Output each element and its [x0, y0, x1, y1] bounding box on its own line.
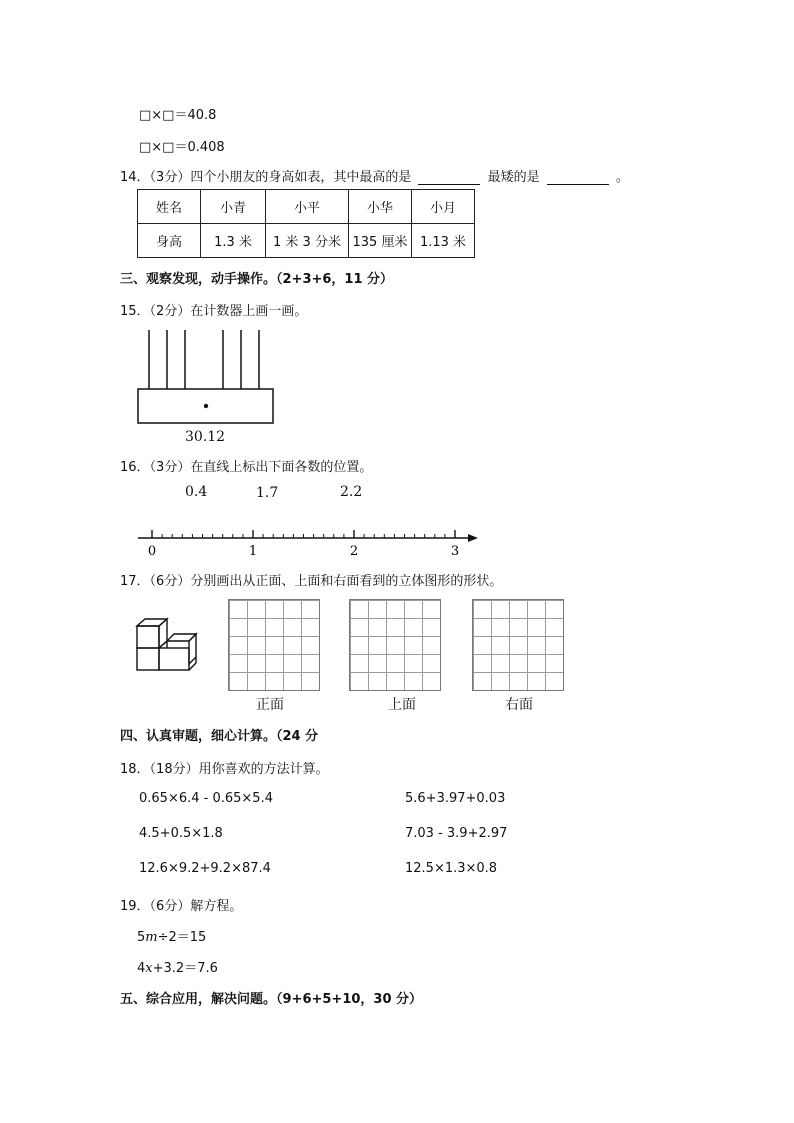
- equation-1: [137, 926, 206, 945]
- axis-label: 2: [349, 544, 359, 559]
- abacus-label: 30.12: [185, 429, 226, 445]
- equation-2: [137, 957, 218, 976]
- question-18-text: 18．（18分）用你喜欢的方法计算。: [120, 762, 329, 777]
- drawing-grid-right[interactable]: [472, 599, 564, 691]
- equation-variable: x: [145, 961, 153, 976]
- question-15-text: 15．（2分）在计数器上画一画。: [120, 304, 308, 319]
- table-cell: 姓名: [138, 190, 201, 224]
- calc-expression: 12.5×1.3×0.8: [405, 861, 498, 876]
- table-cell: 1.3 米: [201, 224, 266, 258]
- decimal-point-dot: [204, 404, 208, 408]
- equation-line-1: □×□＝40.8: [139, 108, 217, 123]
- answer-blank-tallest[interactable]: [418, 170, 480, 185]
- question-14-text-end: 。: [615, 170, 629, 185]
- number-label: 2.2: [340, 484, 363, 500]
- question-17-text: 17．（6分）分别画出从正面、上面和右面看到的立体图形的形状。: [120, 574, 503, 589]
- equation-coefficient: 4: [137, 961, 146, 976]
- section-5-heading: 五、综合应用，解决问题。（9+6+5+10，30 分）: [120, 992, 423, 1007]
- question-16-text: 16．（3分）在直线上标出下面各数的位置。: [120, 460, 373, 475]
- question-14-text-middle: 最矮的是: [487, 170, 540, 185]
- abacus: [130, 326, 280, 430]
- table-cell: 小平: [266, 190, 349, 224]
- axis-label: 1: [248, 544, 258, 559]
- calc-expression: 4.5+0.5×1.8: [139, 826, 223, 841]
- drawing-grid-front[interactable]: [228, 599, 320, 691]
- grid-label-top: 上面: [388, 697, 416, 713]
- answer-blank-shortest[interactable]: [547, 170, 609, 185]
- table-cell: 1 米 3 分米: [266, 224, 349, 258]
- table-cell: 身高: [138, 224, 201, 258]
- equation-rest: ÷2＝15: [157, 930, 207, 945]
- equation-rest: +3.2＝7.6: [152, 961, 218, 976]
- section-4-heading: 四、认真审题，细心计算。（24 分: [120, 729, 319, 744]
- height-table: [137, 189, 475, 258]
- table-row-header: [138, 190, 475, 224]
- number-line: [134, 524, 482, 560]
- axis-label: 3: [450, 544, 460, 559]
- table-cell: 小青: [201, 190, 266, 224]
- question-19-text: 19．（6分）解方程。: [120, 899, 243, 914]
- table-cell: 135 厘米: [349, 224, 412, 258]
- number-label: 0.4: [185, 484, 208, 500]
- grid-label-right: 右面: [505, 697, 533, 713]
- cube-figure: [134, 614, 202, 676]
- equation-line-2: □×□＝0.408: [139, 140, 225, 155]
- question-14: [120, 166, 629, 185]
- number-line-arrow: [468, 534, 478, 542]
- section-3-heading: 三、观察发现，动手操作。（2+3+6，11 分）: [120, 272, 394, 287]
- table-cell: 小月: [412, 190, 475, 224]
- question-14-text: 14．（3分）四个小朋友的身高如表，其中最高的是: [120, 170, 412, 185]
- equation-coefficient: 5: [137, 930, 146, 945]
- axis-label: 0: [147, 544, 157, 559]
- calc-expression: 5.6+3.97+0.03: [405, 791, 506, 806]
- number-label: 1.7: [256, 485, 279, 501]
- drawing-grid-top[interactable]: [349, 599, 441, 691]
- calc-expression: 0.65×6.4 - 0.65×5.4: [139, 791, 273, 806]
- grid-label-front: 正面: [256, 697, 284, 713]
- calc-expression: 12.6×9.2+9.2×87.4: [139, 861, 271, 876]
- table-cell: 1.13 米: [412, 224, 475, 258]
- equation-variable: m: [145, 930, 158, 945]
- table-cell: 小华: [349, 190, 412, 224]
- calc-expression: 7.03 - 3.9+2.97: [405, 826, 508, 841]
- table-row: [138, 224, 475, 258]
